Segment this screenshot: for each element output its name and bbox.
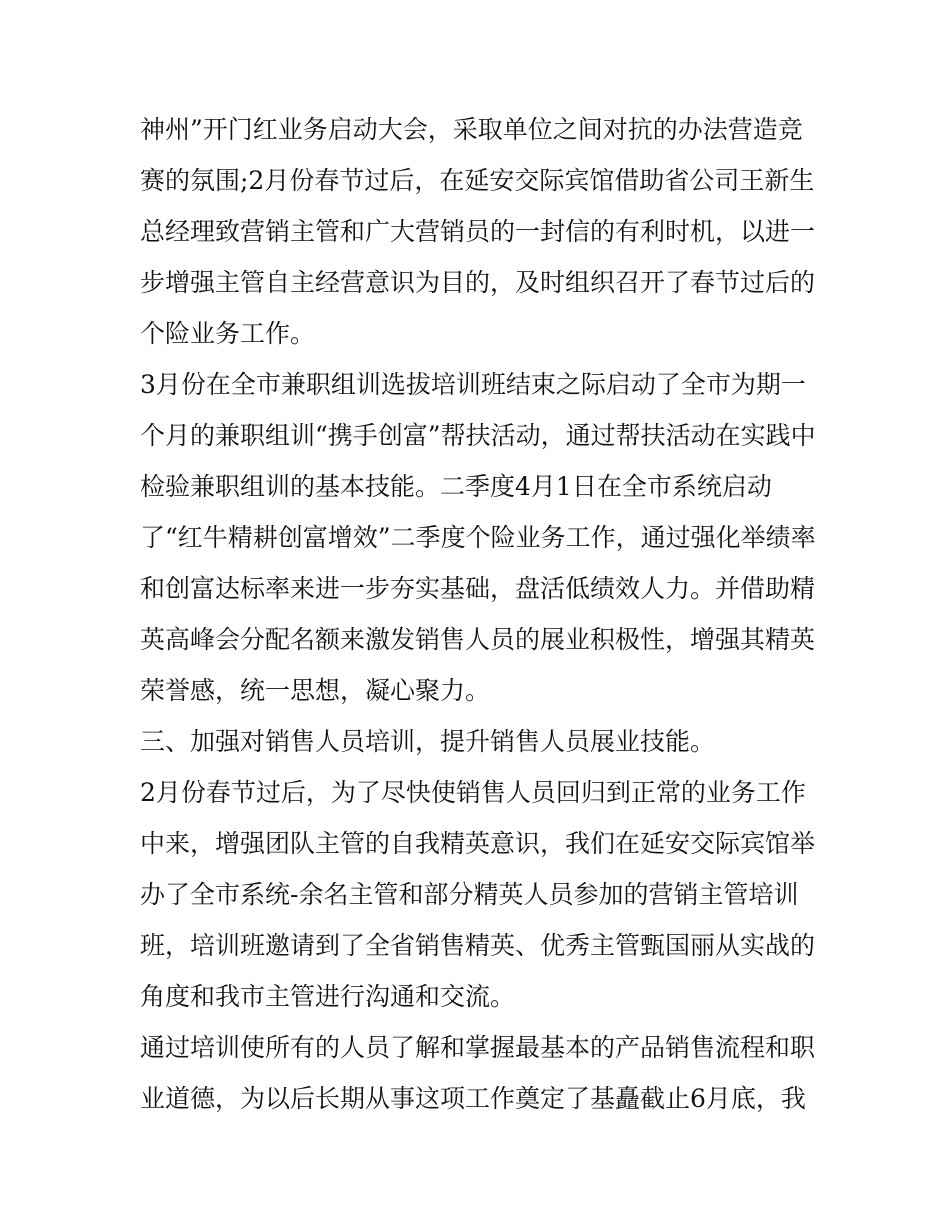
text-line: 总经理致营销主管和广大营销员的一封信的有利时机，以进一 — [140, 217, 816, 246]
text-line: 个月的兼职组训“携手创富”帮扶活动，通过帮扶活动在实践中 — [140, 421, 816, 450]
text-line: 通过培训使所有的人员了解和掌握最基本的产品销售流程和职 — [140, 1033, 816, 1062]
text-line: 个险业务工作。 — [140, 319, 316, 348]
section-heading: 三、加强对销售人员培训，提升销售人员展业技能。 — [140, 727, 716, 756]
text-line: 班，培训班邀请到了全省销售精英、优秀主管甄国丽从实战的 — [140, 931, 816, 960]
text-line: 业道德，为以后长期从事这项工作奠定了基矗截止6月底，我 — [140, 1084, 806, 1113]
text-line: 办了全市系统-余名主管和部分精英人员参加的营销主管培训 — [140, 880, 799, 909]
text-line: 检验兼职组训的基本技能。二季度4月1日在全市系统启动 — [140, 472, 772, 501]
text-line: 荣誉感，统一思想，凝心聚力。 — [140, 676, 491, 705]
text-line: 中来，增强团队主管的自我精英意识，我们在延安交际宾馆举 — [140, 829, 816, 858]
text-line: 了“红牛精耕创富增效”二季度个险业务工作，通过强化举绩率 — [140, 523, 816, 552]
text-line: 3月份在全市兼职组训选拔培训班结束之际启动了全市为期一 — [140, 370, 806, 399]
text-line: 角度和我市主管进行沟通和交流。 — [140, 982, 516, 1011]
text-line: 英高峰会分配名额来激发销售人员的展业积极性，增强其精英 — [140, 625, 816, 654]
text-line: 步增强主管自主经营意识为目的，及时组织召开了春节过后的 — [140, 268, 816, 297]
text-line: 神州”开门红业务启动大会，采取单位之间对抗的办法营造竞 — [140, 115, 803, 144]
text-line: 和创富达标率来进一步夯实基础，盘活低绩效人力。并借助精 — [140, 574, 816, 603]
text-line: 2月份春节过后，为了尽快使销售人员回归到正常的业务工作 — [140, 778, 806, 807]
body-text — [140, 104, 815, 1124]
text-line: 赛的氛围;2月份春节过后，在延安交际宾馆借助省公司王新生 — [140, 166, 815, 195]
